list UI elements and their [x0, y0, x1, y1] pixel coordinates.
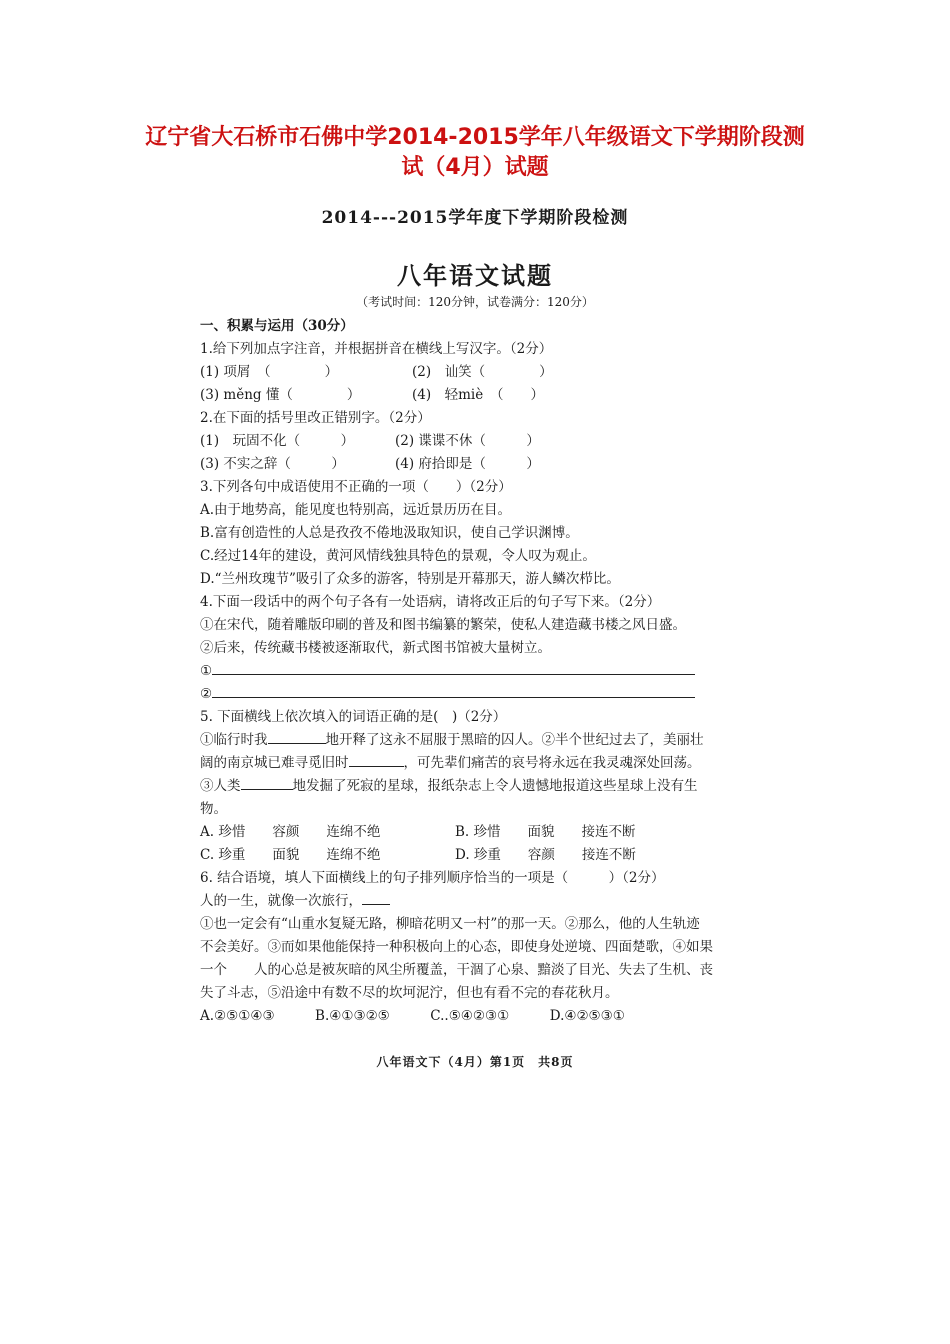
- fill-blank: [362, 890, 390, 905]
- question-1-item-3: (3) měng 懂（ ）: [200, 387, 361, 403]
- question-5-passage-line-3: [200, 775, 760, 798]
- document-title-line1: 辽宁省大石桥市石佛中学2014-2015学年八年级语文下学期阶段测: [145, 125, 805, 150]
- answer-marker: ①: [200, 663, 213, 679]
- question-5-option-c: C. 珍重 面貌 连绵不绝: [200, 847, 381, 863]
- question-1-stem: 1.给下列加点字注音，并根据拼音在横线上写汉字。（2分）: [200, 341, 553, 357]
- question-2-item-2: (2) 谍谍不休（ ）: [395, 433, 540, 449]
- page-footer: 八年语文下（4月）第1页 共8页: [376, 1055, 574, 1069]
- passage-text: 阔的南京城已难寻觅旧时: [200, 755, 349, 771]
- question-2-stem: 2.在下面的括号里改正错别字。（2分）: [200, 410, 431, 426]
- question-6-passage-line-2: ①也一定会有“山重水复疑无路，柳暗花明又一村”的那一天。②那么，他的人生轨迹: [200, 916, 700, 932]
- question-2-item-1: (1) 玩固不化（ ）: [200, 433, 355, 449]
- question-6-stem: 6. 结合语境，填人下面横线上的句子排列顺序恰当的一项是（ ）（2分）: [200, 870, 665, 886]
- question-6-passage-line-3: 不会美好。③而如果他能保持一种积极向上的心态，即使身处逆境、四面楚歌，④如果: [200, 939, 713, 955]
- exam-info: （考试时间：120分钟，试卷满分：120分）: [356, 295, 594, 309]
- question-3-option-b: B.富有创造性的人总是孜孜不倦地汲取知识，使自己学识渊博。: [200, 525, 579, 541]
- question-1-item-4: (4) 轻miè （ ）: [412, 387, 544, 403]
- question-4-sentence-1: ①在宋代，随着雕版印刷的普及和图书编纂的繁荣，使私人建造藏书楼之风日盛。: [200, 617, 686, 633]
- passage-text: ①临行时我: [200, 732, 268, 748]
- passage-text: 人的一生，就像一次旅行，: [200, 893, 362, 909]
- question-5-passage-line-1: [200, 729, 760, 752]
- exam-name: 八年语文试题: [397, 261, 553, 290]
- question-5-stem: 5. 下面横线上依次填入的词语正确的是( )（2分）: [200, 709, 507, 725]
- question-2-item-3: (3) 不实之辞（ ）: [200, 456, 345, 472]
- question-5-passage-line-2: [200, 752, 760, 775]
- question-1-row1: [200, 361, 760, 384]
- question-5-option-d: D. 珍重 容颜 接连不断: [455, 847, 636, 863]
- question-5-option-b: B. 珍惜 面貌 接连不断: [455, 824, 636, 840]
- question-3-option-a: A.由于地势高，能见度也特别高，远近景历历在目。: [200, 502, 512, 518]
- exam-content: [200, 315, 760, 1028]
- question-3-option-d: D.“兰州玫瑰节”吸引了众多的游客，特别是开幕那天，游人鳞次栉比。: [200, 571, 620, 587]
- question-6-passage-line-5: 失了斗志，⑤沿途中有数不尽的坎坷泥泞，但也有看不完的春花秋月。: [200, 985, 619, 1001]
- question-5-passage-line-4: 物。: [200, 801, 227, 817]
- fill-blank: [268, 729, 326, 744]
- passage-text: ③人类: [200, 778, 241, 794]
- question-3-option-c: C.经过14年的建设，黄河风情线独具特色的景观，令人叹为观止。: [200, 548, 596, 564]
- question-5-options-row2: [200, 844, 760, 867]
- section-heading: 一、积累与运用（30分）: [200, 318, 354, 334]
- question-4-answer-line-2: [200, 683, 760, 706]
- document-title-line2: 试（4月）试题: [401, 155, 549, 180]
- question-1-item-2: (2) 讪笑（ ）: [412, 364, 553, 380]
- question-4-answer-line-1: [200, 660, 760, 683]
- question-4-sentence-2: ②后来，传统藏书楼被逐渐取代，新式图书馆被大量树立。: [200, 640, 551, 656]
- answer-blank: [212, 683, 695, 698]
- question-2-item-4: (4) 府拾即是（ ）: [395, 456, 540, 472]
- question-2-row1: [200, 430, 760, 453]
- passage-text: 地开释了这永不屈服于黑暗的囚人。②半个世纪过去了，美丽壮: [325, 732, 704, 748]
- answer-marker: ②: [200, 686, 213, 702]
- fill-blank: [241, 775, 293, 790]
- question-6-passage-line-4: 一个 人的心总是被灰暗的风尘所覆盖，干涸了心泉、黯淡了目光、失去了生机、丧: [200, 962, 713, 978]
- question-4-stem: 4.下面一段话中的两个句子各有一处语病，请将改正后的句子写下来。（2分）: [200, 594, 661, 610]
- passage-text: ，可先辈们痛苦的哀号将永远在我灵魂深处回荡。: [403, 755, 701, 771]
- question-5-option-a: A. 珍惜 容颜 连绵不绝: [200, 824, 381, 840]
- passage-text: 地发掘了死寂的星球，报纸杂志上令人遗憾地报道这些星球上没有生: [292, 778, 698, 794]
- question-1-item-1: (1) 项屑 （ ）: [200, 364, 339, 380]
- question-6-passage-line-1: [200, 890, 760, 913]
- exam-header: 2014---2015学年度下学期阶段检测: [321, 208, 629, 228]
- question-2-row2: [200, 453, 760, 476]
- question-1-row2: [200, 384, 760, 407]
- fill-blank: [349, 752, 404, 767]
- question-6-options: A.②⑤①④③ B.④①③②⑤ C..⑤④②③① D.④②⑤③①: [200, 1008, 625, 1024]
- answer-blank: [212, 660, 695, 675]
- question-3-stem: 3.下列各句中成语使用不正确的一项（ ）（2分）: [200, 479, 512, 495]
- question-5-options-row1: [200, 821, 760, 844]
